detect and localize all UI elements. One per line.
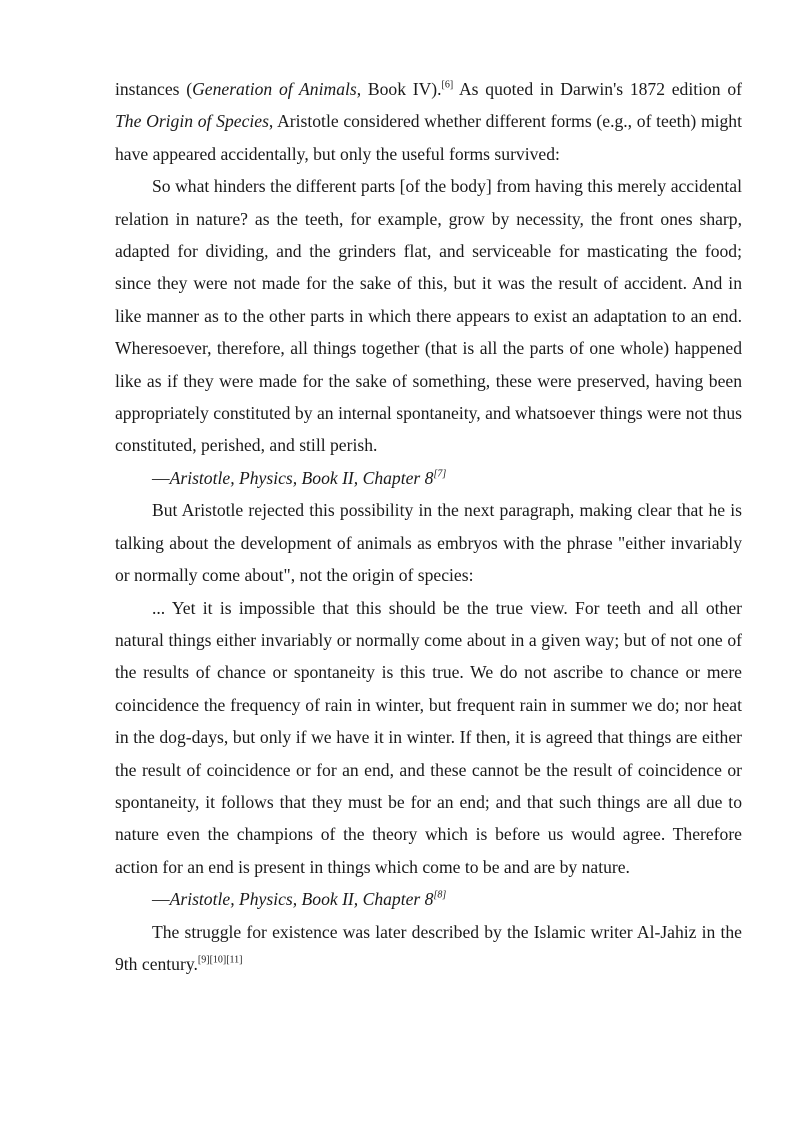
text-run: , Book IV).	[356, 79, 442, 99]
book-title: Generation of Animals	[192, 79, 357, 99]
blockquote-physics-1: So what hinders the different parts [of the body] from having this merely accidental relation in nature? as the teeth, for example, grow by necessity, the front ones sharp, adapted for dividing, and the grinders flat, and serviceable for masticating the food; since they were not made for the sake of this, but it was the result of accident. And in like manner as to the other parts in which there appears to exist an adaptation to an end. Wheresoever, therefore, all things together (that is all the parts of one whole) happened like as if they were made for the sake of something, these were preserved, having been appropriately constituted by an internal spontaneity, and whatsoever things were not thus constituted, perished, and still perish.	[115, 176, 742, 456]
quote-attribution-2	[115, 883, 742, 915]
em-dash: —	[152, 467, 170, 488]
citation-ref[interactable]: [6]	[441, 79, 454, 91]
text-run: , Aristotle considered whether different forms (e.g., of teeth) might have appeared accidentally, but only the useful forms survived:	[115, 111, 742, 164]
quote-attribution-1	[115, 462, 742, 494]
text-run: instances (	[115, 79, 193, 99]
attribution-text: Aristotle, Physics, Book II, Chapter 8	[169, 889, 434, 910]
paragraph-intro	[115, 73, 742, 170]
em-dash: —	[152, 889, 170, 910]
citation-refs[interactable]: [9][10][11]	[197, 954, 243, 966]
blockquote-physics-2: ... Yet it is impossible that this should be the true view. For teeth and all other natural things either invariably or normally come about in a given way; but of not one of the results of chance or spontaneity is this true. We do not ascribe to chance or mere coincidence the frequency of rain in winter, but frequent rain in summer we do; nor heat in the dog-days, but only if we have it in winter. If then, it is agreed that things are either the result of coincidence or for an end, and these cannot be the result of coincidence or spontaneity, it follows that they must be for an end; and that such things are all due to nature even the champions of the theory which is before us would agree. Therefore action for an end is present in things which come to be and are by nature.	[115, 597, 742, 877]
book-title: The Origin of Species	[115, 111, 269, 132]
document-page	[115, 73, 742, 980]
citation-ref[interactable]: [7]	[433, 468, 447, 480]
text-run: As quoted in Darwin's 1872 edition of	[453, 79, 742, 99]
paragraph-al-jahiz	[115, 916, 742, 981]
attribution-text: Aristotle, Physics, Book II, Chapter 8	[169, 467, 434, 488]
citation-ref[interactable]: [8]	[433, 889, 447, 901]
text-run: The struggle for existence was later described by the Islamic writer Al-Jahiz in the 9th century.	[115, 921, 742, 974]
paragraph-rejection: But Aristotle rejected this possibility in the next paragraph, making clear that he is talking about the development of animals as embryos with the phrase "either invariably or normally come about", not the origin of species:	[115, 500, 742, 586]
